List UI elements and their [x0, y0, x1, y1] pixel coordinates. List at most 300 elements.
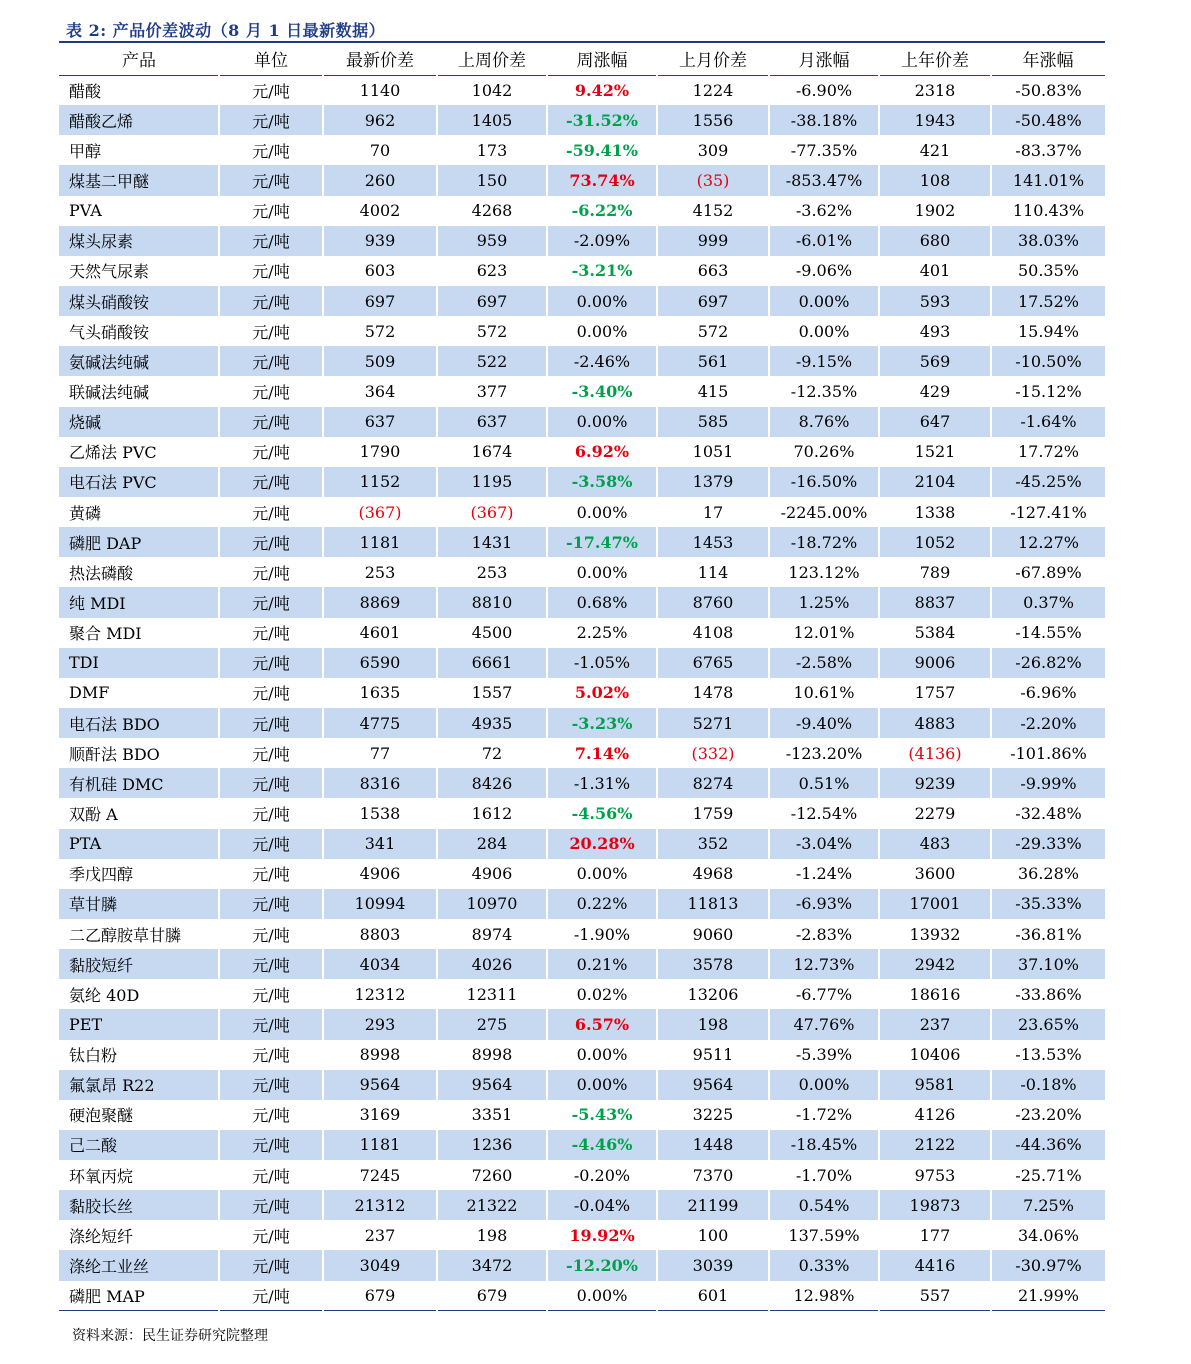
cell-weekly-change: 0.00%	[547, 1070, 657, 1100]
table-row	[59, 648, 1105, 678]
cell-last-week-spread: 253	[437, 557, 547, 587]
cell-weekly-change: -3.21%	[547, 256, 657, 286]
cell-weekly-change: 0.00%	[547, 1040, 657, 1070]
cell-latest-spread: 341	[323, 829, 437, 859]
cell-unit: 元/吨	[219, 346, 323, 376]
cell-yearly-change: 50.35%	[1017, 261, 1079, 281]
cell-last-week-spread: 72	[437, 738, 547, 768]
cell-last-month-spread: 697	[657, 286, 769, 316]
cell-monthly-change: -16.50%	[769, 467, 879, 497]
cell-last-week-spread: 4935	[437, 708, 547, 738]
cell-monthly-change: -18.72%	[769, 527, 879, 557]
cell-monthly-change: -18.45%	[769, 1130, 879, 1160]
cell-yearly-change: -2.20%	[991, 708, 1105, 738]
cell-yearly-change: -26.82%	[991, 648, 1105, 678]
cell-product: 涤纶短纤	[59, 1220, 219, 1250]
cell-product: 顺酐法 BDO	[59, 738, 219, 768]
cell-last-month-spread: (35)	[657, 165, 769, 195]
table-row	[59, 829, 1105, 859]
table-row	[59, 316, 1105, 346]
cell-yearly-change: -33.86%	[1015, 984, 1082, 1004]
cell-product: 甲醇	[59, 135, 219, 165]
cell-unit: 元/吨	[219, 798, 323, 828]
cell-monthly-change: -9.40%	[769, 708, 879, 738]
cell-last-month-spread: 100	[657, 1220, 769, 1250]
cell-latest-spread: 1152	[323, 467, 437, 497]
cell-last-month-spread: 1224	[657, 75, 769, 105]
cell-yearly-change: -50.48%	[991, 105, 1105, 135]
cell-last-month-spread: (332)	[657, 738, 769, 768]
cell-last-month-spread: 21199	[657, 1190, 769, 1220]
table-row	[59, 979, 1105, 1009]
header-yearly-change: 年涨幅	[991, 42, 1105, 75]
cell-product: 磷肥 DAP	[59, 527, 219, 557]
cell-last-month-spread: 601	[657, 1281, 769, 1311]
cell-product: 烧碱	[59, 407, 219, 437]
cell-last-year-spread: 237	[879, 1009, 991, 1039]
cell-monthly-change: -38.18%	[769, 105, 879, 135]
cell-unit: 元/吨	[219, 587, 323, 617]
cell-unit: 元/吨	[219, 618, 323, 648]
cell-yearly-change: -29.33%	[991, 829, 1105, 859]
table-row	[59, 618, 1105, 648]
cell-latest-spread: 603	[323, 256, 437, 286]
cell-product: PET	[59, 1009, 219, 1039]
cell-last-week-spread: 1431	[437, 527, 547, 557]
table-row	[59, 1160, 1105, 1190]
cell-unit: 元/吨	[219, 738, 323, 768]
cell-unit: 元/吨	[219, 105, 323, 135]
table-row	[59, 467, 1105, 497]
cell-last-month-spread: 17	[657, 497, 769, 527]
cell-last-week-spread: 10970	[437, 889, 547, 919]
cell-latest-spread: 637	[323, 407, 437, 437]
cell-weekly-change: 19.92%	[547, 1220, 657, 1250]
cell-monthly-change: -9.06%	[769, 256, 879, 286]
cell-yearly-change: -44.36%	[991, 1130, 1105, 1160]
cell-latest-spread: 1790	[323, 437, 437, 467]
cell-product: PVA	[59, 196, 219, 226]
cell-yearly-change: -45.25%	[991, 467, 1105, 497]
cell-last-year-spread: 1521	[879, 437, 991, 467]
cell-last-month-spread: 663	[657, 256, 769, 286]
cell-monthly-change: -77.35%	[769, 135, 879, 165]
cell-unit: 元/吨	[219, 1040, 323, 1070]
cell-last-week-spread: 4500	[437, 618, 547, 648]
cell-monthly-change: -2.83%	[769, 919, 879, 949]
cell-latest-spread: 9564	[323, 1070, 437, 1100]
cell-unit: 元/吨	[219, 979, 323, 1009]
cell-last-week-spread: 198	[437, 1220, 547, 1250]
cell-unit: 元/吨	[219, 165, 323, 195]
cell-yearly-change: -32.48%	[1015, 803, 1082, 823]
cell-last-year-spread: 177	[879, 1220, 991, 1250]
cell-last-week-spread: 8810	[437, 587, 547, 617]
table-row	[59, 75, 1105, 105]
cell-last-month-spread: 3225	[657, 1100, 769, 1130]
cell-monthly-change: 123.12%	[769, 557, 879, 587]
cell-latest-spread: 8998	[323, 1040, 437, 1070]
cell-latest-spread: 10994	[323, 889, 437, 919]
cell-monthly-change: -12.54%	[769, 798, 879, 828]
cell-yearly-change: 7.25%	[991, 1190, 1105, 1220]
cell-monthly-change: -2245.00%	[769, 497, 879, 527]
table-row	[59, 1220, 1105, 1250]
cell-weekly-change: 0.00%	[547, 1281, 657, 1311]
cell-weekly-change: 0.00%	[547, 316, 657, 346]
cell-last-week-spread: 1236	[437, 1130, 547, 1160]
cell-last-year-spread: 9581	[879, 1070, 991, 1100]
table-row	[59, 557, 1105, 587]
cell-yearly-change: -35.33%	[991, 889, 1105, 919]
cell-latest-spread: 4601	[323, 618, 437, 648]
cell-last-month-spread: 8760	[657, 587, 769, 617]
cell-last-month-spread: 1759	[657, 798, 769, 828]
table-row	[59, 437, 1105, 467]
cell-last-month-spread: 1556	[657, 105, 769, 135]
cell-last-year-spread: 2122	[879, 1130, 991, 1160]
cell-latest-spread: 77	[323, 738, 437, 768]
cell-monthly-change: -9.15%	[769, 346, 879, 376]
cell-last-week-spread: 7260	[437, 1160, 547, 1190]
cell-monthly-change: -1.70%	[769, 1160, 879, 1190]
cell-weekly-change: -6.22%	[547, 196, 657, 226]
cell-weekly-change: 0.00%	[547, 497, 657, 527]
cell-latest-spread: 4906	[323, 859, 437, 889]
cell-latest-spread: 237	[323, 1220, 437, 1250]
cell-monthly-change: -12.35%	[769, 376, 879, 406]
cell-last-month-spread: 585	[657, 407, 769, 437]
cell-last-year-spread: 10406	[879, 1040, 991, 1070]
cell-last-month-spread: 8274	[657, 768, 769, 798]
cell-unit: 元/吨	[219, 196, 323, 226]
cell-product: 煤头尿素	[59, 226, 219, 256]
cell-unit: 元/吨	[219, 1250, 323, 1280]
cell-product: 气头硝酸铵	[59, 316, 219, 346]
cell-last-year-spread: 9006	[879, 648, 991, 678]
cell-unit: 元/吨	[219, 1009, 323, 1039]
cell-latest-spread: 679	[323, 1281, 437, 1311]
table-row	[59, 256, 1105, 286]
cell-unit: 元/吨	[219, 1070, 323, 1100]
cell-last-year-spread: 1052	[879, 527, 991, 557]
cell-weekly-change: 20.28%	[547, 829, 657, 859]
table-row	[59, 1040, 1105, 1070]
cell-unit: 元/吨	[219, 889, 323, 919]
source-note: 资料来源：民生证券研究院整理	[72, 1328, 268, 1344]
cell-last-month-spread: 561	[657, 346, 769, 376]
header-last-month-spread: 上月价差	[657, 42, 769, 75]
cell-monthly-change: 0.54%	[769, 1190, 879, 1220]
table-row	[59, 1070, 1105, 1100]
table-row	[59, 376, 1105, 406]
cell-yearly-change: -10.50%	[991, 346, 1105, 376]
cell-unit: 元/吨	[219, 768, 323, 798]
price-spread-table-container	[59, 41, 1105, 1311]
cell-weekly-change: 0.02%	[547, 979, 657, 1009]
cell-last-year-spread: 1338	[879, 497, 991, 527]
cell-monthly-change: 1.25%	[769, 587, 879, 617]
cell-latest-spread: 1181	[323, 527, 437, 557]
table-row	[59, 1100, 1105, 1130]
cell-product: 黏胶短纤	[59, 949, 219, 979]
cell-unit: 元/吨	[219, 1100, 323, 1130]
cell-unit: 元/吨	[219, 437, 323, 467]
cell-yearly-change: 21.99%	[991, 1281, 1105, 1311]
cell-monthly-change: -1.24%	[769, 859, 879, 889]
cell-yearly-change: 110.43%	[1012, 201, 1085, 221]
table-row	[59, 1009, 1105, 1039]
cell-last-month-spread: 114	[657, 557, 769, 587]
cell-last-month-spread: 309	[657, 135, 769, 165]
cell-monthly-change: -6.93%	[769, 889, 879, 919]
cell-monthly-change: -2.58%	[769, 648, 879, 678]
cell-product: 氨纶 40D	[59, 979, 219, 1009]
cell-last-week-spread: 4906	[437, 859, 547, 889]
cell-last-year-spread: 493	[879, 316, 991, 346]
cell-monthly-change: -1.72%	[769, 1100, 879, 1130]
cell-yearly-change: 34.06%	[1017, 1225, 1079, 1245]
cell-yearly-change: -23.20%	[1015, 1105, 1082, 1125]
cell-last-year-spread: 2318	[879, 75, 991, 105]
cell-unit: 元/吨	[219, 1130, 323, 1160]
cell-latest-spread: 1635	[323, 678, 437, 708]
cell-last-year-spread: 3600	[879, 859, 991, 889]
cell-last-year-spread: 569	[879, 346, 991, 376]
cell-product: TDI	[59, 648, 219, 678]
cell-last-year-spread: 2279	[879, 798, 991, 828]
cell-last-year-spread: 789	[879, 557, 991, 587]
cell-latest-spread: 509	[323, 346, 437, 376]
cell-latest-spread: 8869	[323, 587, 437, 617]
cell-weekly-change: -0.20%	[547, 1160, 657, 1190]
cell-last-week-spread: 8974	[437, 919, 547, 949]
cell-unit: 元/吨	[219, 919, 323, 949]
cell-last-month-spread: 1051	[657, 437, 769, 467]
cell-product: PTA	[59, 829, 219, 859]
cell-yearly-change: -50.83%	[1015, 80, 1082, 100]
cell-yearly-change: 17.52%	[991, 286, 1105, 316]
cell-unit: 元/吨	[219, 829, 323, 859]
cell-last-year-spread: 5384	[879, 618, 991, 648]
cell-monthly-change: -853.47%	[769, 165, 879, 195]
cell-last-week-spread: 697	[437, 286, 547, 316]
header-monthly-change: 月涨幅	[769, 42, 879, 75]
cell-unit: 元/吨	[219, 678, 323, 708]
cell-product: 电石法 BDO	[59, 708, 219, 738]
header-weekly-change: 周涨幅	[547, 42, 657, 75]
cell-latest-spread: 7245	[323, 1160, 437, 1190]
cell-monthly-change: -3.04%	[769, 829, 879, 859]
cell-last-month-spread: 5271	[657, 708, 769, 738]
cell-yearly-change: -67.89%	[1015, 562, 1082, 582]
cell-weekly-change: -59.41%	[547, 135, 657, 165]
table-row	[59, 226, 1105, 256]
table-row	[59, 196, 1105, 226]
cell-product: 热法磷酸	[59, 557, 219, 587]
cell-product: 醋酸乙烯	[59, 105, 219, 135]
cell-last-month-spread: 13206	[657, 979, 769, 1009]
cell-last-month-spread: 4968	[657, 859, 769, 889]
cell-weekly-change: -4.56%	[547, 798, 657, 828]
cell-last-month-spread: 9511	[657, 1040, 769, 1070]
cell-yearly-change: -9.99%	[991, 768, 1105, 798]
cell-last-week-spread: 377	[437, 376, 547, 406]
cell-monthly-change: -123.20%	[769, 738, 879, 768]
cell-weekly-change: -31.52%	[547, 105, 657, 135]
cell-weekly-change: 6.92%	[547, 437, 657, 467]
cell-last-year-spread: 680	[879, 226, 991, 256]
cell-weekly-change: -4.46%	[547, 1130, 657, 1160]
cell-last-week-spread: 21322	[437, 1190, 547, 1220]
cell-yearly-change: 0.37%	[991, 587, 1105, 617]
table-row	[59, 346, 1105, 376]
cell-yearly-change: 141.01%	[991, 165, 1105, 195]
cell-last-year-spread: 9239	[879, 768, 991, 798]
cell-product: 电石法 PVC	[59, 467, 219, 497]
cell-product: 天然气尿素	[59, 256, 219, 286]
cell-product: 纯 MDI	[59, 587, 219, 617]
table-row	[59, 678, 1105, 708]
cell-weekly-change: 0.21%	[547, 949, 657, 979]
cell-last-week-spread: 8426	[437, 768, 547, 798]
table-row	[59, 1130, 1105, 1160]
cell-yearly-change: 37.10%	[991, 949, 1105, 979]
table-caption: 表 2: 产品价差波动（8 月 1 日最新数据）	[66, 21, 386, 40]
cell-yearly-change: -1.64%	[991, 407, 1105, 437]
cell-last-week-spread: 572	[437, 316, 547, 346]
cell-weekly-change: -3.58%	[547, 467, 657, 497]
cell-latest-spread: 8803	[323, 919, 437, 949]
cell-yearly-change: -30.97%	[991, 1250, 1105, 1280]
cell-last-month-spread: 1478	[657, 678, 769, 708]
cell-unit: 元/吨	[219, 557, 323, 587]
cell-unit: 元/吨	[219, 376, 323, 406]
cell-yearly-change: -101.86%	[1010, 743, 1087, 763]
table-row	[59, 949, 1105, 979]
cell-unit: 元/吨	[219, 708, 323, 738]
cell-product: 钛白粉	[59, 1040, 219, 1070]
cell-yearly-change: 36.28%	[1017, 864, 1079, 884]
cell-last-year-spread: 4883	[879, 708, 991, 738]
cell-product: 磷肥 MAP	[59, 1281, 219, 1311]
cell-last-week-spread: 522	[437, 346, 547, 376]
cell-last-week-spread: 275	[437, 1009, 547, 1039]
cell-last-week-spread: 9564	[437, 1070, 547, 1100]
cell-product: 聚合 MDI	[59, 618, 219, 648]
cell-latest-spread: 293	[323, 1009, 437, 1039]
cell-last-week-spread: 3351	[437, 1100, 547, 1130]
cell-last-week-spread: 637	[437, 407, 547, 437]
cell-last-week-spread: 12311	[437, 979, 547, 1009]
cell-latest-spread: 6590	[323, 648, 437, 678]
table-row	[59, 1281, 1105, 1311]
cell-product: 己二酸	[59, 1130, 219, 1160]
table-row	[59, 768, 1105, 798]
cell-product: 乙烯法 PVC	[59, 437, 219, 467]
cell-last-week-spread: 1557	[437, 678, 547, 708]
cell-yearly-change: -14.55%	[1015, 623, 1082, 643]
cell-latest-spread: 21312	[323, 1190, 437, 1220]
cell-weekly-change: -12.20%	[547, 1250, 657, 1280]
cell-last-year-spread: 401	[879, 256, 991, 286]
cell-latest-spread: 3169	[323, 1100, 437, 1130]
cell-weekly-change: -0.04%	[547, 1190, 657, 1220]
cell-unit: 元/吨	[219, 1220, 323, 1250]
cell-monthly-change: 12.98%	[769, 1281, 879, 1311]
cell-monthly-change: 10.61%	[769, 678, 879, 708]
cell-last-month-spread: 3039	[657, 1250, 769, 1280]
cell-unit: 元/吨	[219, 467, 323, 497]
cell-last-week-spread: 1042	[437, 75, 547, 105]
cell-latest-spread: 4002	[323, 196, 437, 226]
cell-last-month-spread: 3578	[657, 949, 769, 979]
cell-product: 涤纶工业丝	[59, 1250, 219, 1280]
cell-last-week-spread: 4026	[437, 949, 547, 979]
cell-monthly-change: 0.00%	[769, 316, 879, 346]
cell-last-week-spread: 679	[437, 1281, 547, 1311]
table-row	[59, 165, 1105, 195]
cell-monthly-change: 137.59%	[769, 1220, 879, 1250]
cell-weekly-change: 0.00%	[547, 859, 657, 889]
cell-weekly-change: -2.46%	[547, 346, 657, 376]
cell-last-year-spread: 17001	[879, 889, 991, 919]
table-row	[59, 708, 1105, 738]
cell-last-year-spread: 19873	[879, 1190, 991, 1220]
cell-weekly-change: 0.22%	[547, 889, 657, 919]
cell-monthly-change: 0.33%	[769, 1250, 879, 1280]
cell-last-year-spread: 2942	[879, 949, 991, 979]
cell-unit: 元/吨	[219, 135, 323, 165]
cell-last-month-spread: 4108	[657, 618, 769, 648]
cell-last-month-spread: 9564	[657, 1070, 769, 1100]
cell-monthly-change: 47.76%	[769, 1009, 879, 1039]
cell-product: 有机硅 DMC	[59, 768, 219, 798]
cell-last-month-spread: 4152	[657, 196, 769, 226]
cell-unit: 元/吨	[219, 497, 323, 527]
table-row	[59, 286, 1105, 316]
cell-yearly-change: 38.03%	[991, 226, 1105, 256]
cell-monthly-change: 0.00%	[769, 286, 879, 316]
cell-weekly-change: -1.05%	[547, 648, 657, 678]
cell-yearly-change: 15.94%	[1017, 321, 1079, 341]
cell-last-week-spread: 8998	[437, 1040, 547, 1070]
cell-weekly-change: 0.00%	[547, 557, 657, 587]
cell-latest-spread: 572	[323, 316, 437, 346]
cell-last-week-spread: 1195	[437, 467, 547, 497]
cell-yearly-change: -25.71%	[1015, 1165, 1082, 1185]
table-row	[59, 407, 1105, 437]
cell-monthly-change: -5.39%	[769, 1040, 879, 1070]
cell-product: 煤头硝酸铵	[59, 286, 219, 316]
cell-last-week-spread: 150	[437, 165, 547, 195]
cell-last-month-spread: 9060	[657, 919, 769, 949]
cell-product: 二乙醇胺草甘膦	[59, 919, 219, 949]
cell-last-year-spread: 9753	[879, 1160, 991, 1190]
cell-latest-spread: 697	[323, 286, 437, 316]
cell-weekly-change: -1.90%	[547, 919, 657, 949]
cell-monthly-change: -6.77%	[769, 979, 879, 1009]
cell-weekly-change: -5.43%	[547, 1100, 657, 1130]
cell-yearly-change: -83.37%	[1015, 140, 1082, 160]
cell-yearly-change: 23.65%	[991, 1009, 1105, 1039]
cell-latest-spread: 12312	[323, 979, 437, 1009]
cell-last-year-spread: (4136)	[879, 738, 991, 768]
cell-last-week-spread: 173	[437, 135, 547, 165]
cell-weekly-change: 0.00%	[547, 407, 657, 437]
cell-last-year-spread: 13932	[879, 919, 991, 949]
cell-weekly-change: 6.57%	[547, 1009, 657, 1039]
